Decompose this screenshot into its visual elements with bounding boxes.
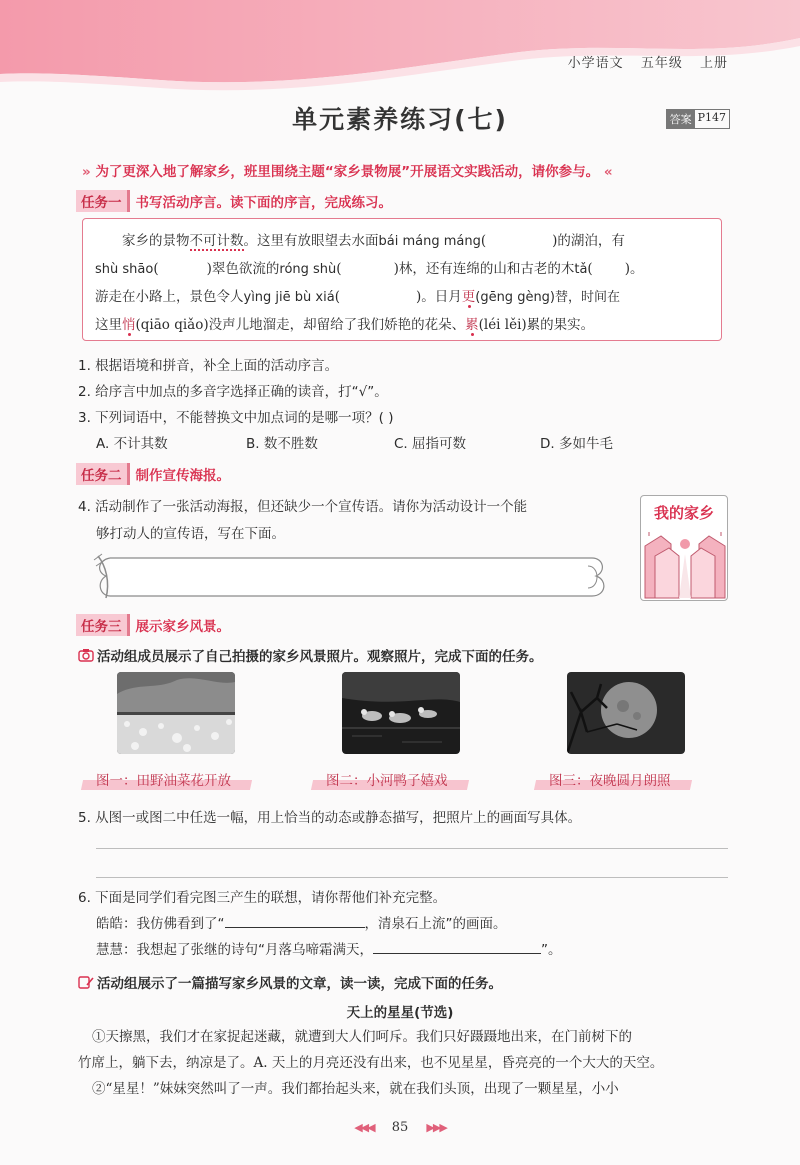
slogan-scroll[interactable] <box>92 552 612 602</box>
q6-text: ，清泉石上流”的画面。 <box>364 916 507 932</box>
caption-photo-3: 图三：夜晚圆月朗照 <box>545 769 677 789</box>
marked-word: 不可计数 <box>189 233 244 249</box>
question-3-options <box>96 432 613 452</box>
task-two-heading <box>76 463 230 485</box>
camera-icon <box>78 648 94 662</box>
option-c[interactable]: C. 屈指可数 <box>394 436 467 452</box>
photo-intro-text: 活动组成员展示了自己拍摄的家乡风景照片。观察照片，完成下面的任务。 <box>97 649 543 665</box>
preface-box <box>82 218 722 341</box>
photo-task-heading <box>78 645 543 665</box>
preface-text: ( <box>153 261 159 277</box>
article-paragraph-1b: 竹席上，躺下去，纳凉是了。A. 天上的月亮还没有出来，也不见星星，昏亮亮的一个大大的天空。 <box>78 1055 664 1071</box>
preface-text: 这里 <box>95 317 122 333</box>
preface-text: ( <box>334 289 340 305</box>
article-paragraph-1a: ①天擦黑，我们才在家捉起迷藏，就遭到大人们呵斥。我们只好蹑蹑地出来，在门前树下的 <box>92 1029 632 1045</box>
polyphone-char: 累 <box>465 317 479 333</box>
article-paragraph-2a: ②“星星！”妹妹突然叫了一声。我们都抬起头来，就在我们头顶，出现了一颗星星，小小 <box>92 1081 619 1097</box>
preface-text: )林，还有连绵的山和古老的木 <box>393 261 575 277</box>
question-4-line: 够打动人的宣传语，写在下面。 <box>96 526 285 542</box>
header-band <box>0 0 800 100</box>
page-footer <box>0 1120 800 1135</box>
task-two-tag: 任务二 <box>76 463 130 485</box>
header-meta <box>556 52 728 71</box>
answer-label: 答案 <box>667 110 695 128</box>
question-4-line: 4. 活动制作了一张活动海报，但还缺少一个宣传语。请你为活动设计一个能 <box>78 499 528 515</box>
caption-photo-2: 图二：小河鸭子嬉戏 <box>322 769 454 789</box>
option-d[interactable]: D. 多如牛毛 <box>540 436 613 452</box>
q6-text: ”。 <box>541 942 562 958</box>
option-b[interactable]: B. 数不胜数 <box>246 436 318 452</box>
question-1: 1. 根据语境和拼音，补全上面的活动序言。 <box>78 358 339 374</box>
preface-text: )。 <box>624 261 644 277</box>
question-2: 2. 给序言中加点的多音字选择正确的读音，打“√”。 <box>78 384 388 400</box>
photo-rapeseed-field <box>117 672 235 754</box>
header-subject: 小学语文 <box>567 56 624 71</box>
task-two-text: 制作宣传海报。 <box>135 468 230 484</box>
q6-text: 皓皓：我仿佛看到了“ <box>96 916 225 932</box>
pinyin: yìng jiē bù xiá <box>243 290 335 305</box>
task-three-text: 展示家乡风景。 <box>135 619 230 635</box>
photo-ducks-river <box>342 672 460 754</box>
pinyin: tǎ <box>574 262 588 277</box>
answer-line[interactable] <box>96 848 728 849</box>
article-intro-text: 活动组展示了一篇描写家乡风景的文章，读一读，完成下面的任务。 <box>97 976 502 992</box>
polyphone-char: 更 <box>461 289 476 305</box>
preface-text: )。日月 <box>415 289 462 305</box>
preface-text: )翠色欲流的 <box>206 261 280 277</box>
photo-full-moon-night <box>567 672 685 754</box>
preface-text: ( <box>587 261 593 277</box>
preface-line-2 <box>95 255 711 283</box>
preface-text: 。这里有放眼望去水面 <box>243 233 379 249</box>
answer-blank[interactable] <box>373 938 541 954</box>
question-4 <box>78 494 638 548</box>
preface-text: ( <box>336 261 342 277</box>
pinyin: shù shāo <box>95 262 154 277</box>
poster-illustration <box>640 495 728 601</box>
preface-text: 游走在小路上，景色令人 <box>95 289 244 305</box>
header-grade: 五年级 <box>640 56 683 71</box>
question-3: 3. 下列词语中，不能替换文中加点词的是哪一项？( ) <box>78 410 394 426</box>
caption-photo-1: 图一：田野油菜花开放 <box>92 769 237 789</box>
option-a[interactable]: A. 不计其数 <box>96 436 168 452</box>
poster-title: 我的家乡 <box>653 504 714 522</box>
triple-arrow-left-icon: ◀◀◀ <box>354 1121 374 1134</box>
article-task-heading <box>78 972 502 992</box>
answer-page: P147 <box>697 111 726 124</box>
preface-line-1 <box>95 227 711 255</box>
preface-text: )的湖泊，有 <box>552 233 625 249</box>
preface-text: ( <box>480 233 487 249</box>
pinyin: bái máng máng <box>378 234 481 249</box>
question-6-huihui <box>78 937 562 963</box>
task-one-tag: 任务一 <box>76 190 130 212</box>
header-volume: 上册 <box>699 56 728 71</box>
pronunciation-choice[interactable]: (qiāo qiǎo)没声儿地溜走，却留给了我们娇艳的花朵、 <box>135 317 466 333</box>
preface-text: 家乡的景物 <box>122 233 190 249</box>
q6-text: 慧慧：我想起了张继的诗句“月落乌啼霜满天， <box>96 942 373 958</box>
pencil-note-icon <box>78 975 94 989</box>
question-5: 5. 从图一或图二中任选一幅，用上恰当的动态或静态描写，把照片上的画面写具体。 <box>78 810 582 826</box>
intro-text: 为了更深入地了解家乡，班里围绕主题“家乡景物展”开展语文实践活动，请你参与。 <box>95 164 600 180</box>
village-street-icon <box>641 496 728 601</box>
triple-arrow-right-icon: ▶▶▶ <box>426 1121 446 1134</box>
double-chevron-right-icon: » <box>82 164 91 180</box>
question-6 <box>78 885 562 963</box>
task-one-heading <box>76 190 392 212</box>
article-title: 天上的星星(节选) <box>346 1005 454 1021</box>
preface-line-4 <box>95 311 711 339</box>
page-number: 85 <box>391 1120 409 1135</box>
intro-banner <box>82 160 613 180</box>
task-three-heading <box>76 614 230 636</box>
pronunciation-choice[interactable]: (gēng gèng)替，时间在 <box>475 290 621 305</box>
double-chevron-left-icon: « <box>603 164 613 180</box>
preface-line-3 <box>95 283 711 311</box>
answer-line[interactable] <box>96 877 728 878</box>
answer-reference <box>666 109 730 129</box>
pronunciation-choice[interactable]: (léi lěi)累的果实。 <box>478 317 595 333</box>
page-title: 单元素养练习(七) <box>292 105 508 134</box>
answer-blank[interactable] <box>225 912 365 928</box>
polyphone-char: 悄 <box>122 317 136 333</box>
question-6-prompt: 6. 下面是同学们看完图三产生的联想，请你帮他们补充完整。 <box>78 890 447 906</box>
pinyin: róng shù <box>279 262 337 277</box>
question-6-haohao <box>78 911 562 937</box>
task-one-text: 书写活动序言。读下面的序言，完成练习。 <box>135 195 392 211</box>
task-three-tag: 任务三 <box>76 614 130 636</box>
article-body <box>78 1024 728 1102</box>
